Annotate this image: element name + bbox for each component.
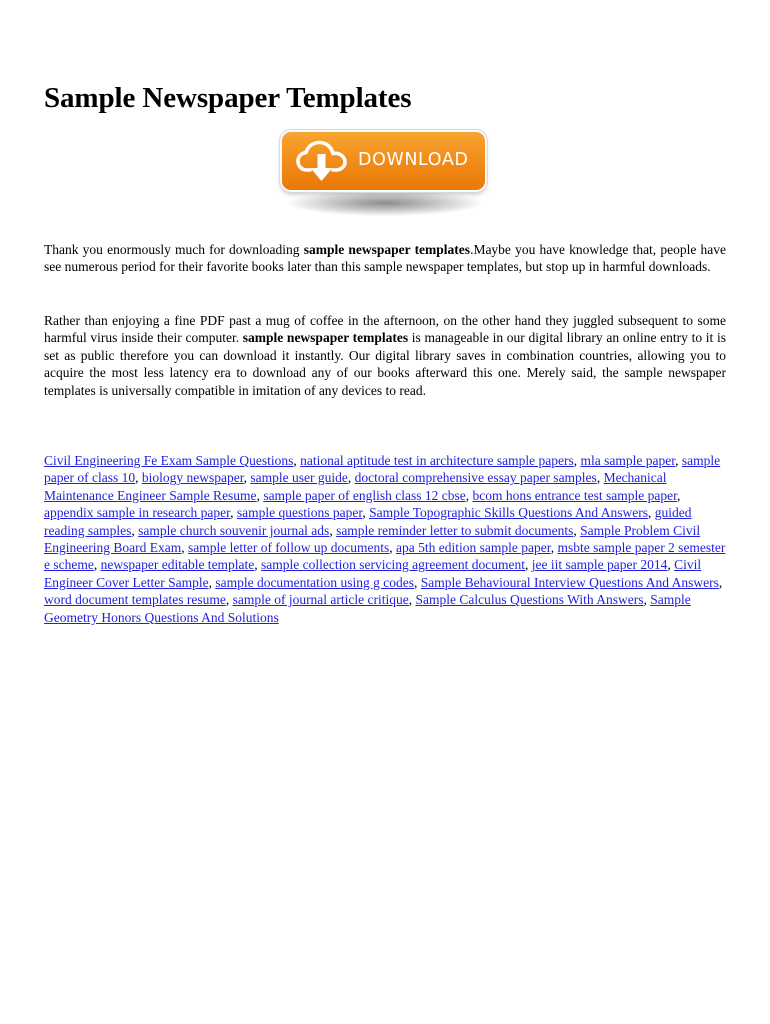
related-link[interactable]: national aptitude test in architecture sample papers: [300, 453, 574, 468]
related-link[interactable]: msbte sample paper 2 semester e scheme: [44, 540, 726, 573]
related-link[interactable]: sample church souvenir journal ads: [138, 522, 330, 538]
related-link[interactable]: sample user guide: [250, 470, 348, 486]
related-link[interactable]: bcom hons entrance test sample paper: [472, 487, 678, 503]
description-paragraph-rest: is manageable in our digital library an online entry to it is set as public therefore you can download it instantly. Our digital library saves in combination countries, allowing you to acquire the most less latency era to download any of our books afterward this one. Merely said, the sample newspaper templates is universally compatible in imitation of any devices to read.: [44, 330, 726, 398]
related-link[interactable]: sample collection servicing agreement document: [261, 557, 525, 573]
related-link[interactable]: Sample Calculus Questions With Answers: [415, 592, 644, 608]
related-link[interactable]: guided reading samples: [44, 505, 692, 538]
related-link[interactable]: word document templates resume: [44, 592, 226, 608]
description-paragraph-text: Rather than enjoying a fine PDF past a mug of coffee in the afternoon, on the other hand they juggled subsequent to some harmful virus inside their computer.: [44, 313, 726, 346]
related-link[interactable]: Civil Engineer Cover Letter Sample: [44, 557, 702, 590]
description-paragraph-bold: sample newspaper templates: [242, 330, 409, 346]
related-link[interactable]: Sample Problem Civil Engineering Board Exam: [44, 522, 701, 556]
related-link[interactable]: appendix sample in research paper: [44, 505, 231, 521]
download-button[interactable]: [282, 132, 485, 190]
related-link[interactable]: jee iit sample paper 2014: [531, 557, 668, 573]
related-link[interactable]: Sample Geometry Honors Questions And Solutions: [44, 592, 691, 625]
related-link[interactable]: sample of journal article critique: [232, 592, 409, 608]
cloud-download-icon: [296, 140, 348, 184]
related-link[interactable]: sample letter of follow up documents: [187, 540, 390, 556]
related-links: Civil Engineering Fe Exam Sample Questions, national aptitude test in architecture sample papers, mla sample paper, sample paper of class 10, biology newspaper, sample user guide, doctoral comprehensive essay paper samples, Mechanical Maintenance Engineer Sample Resume, sample paper of english class 12 cbse, bcom hons entrance test sample paper, appendix sample in research paper, sample questions paper, Sample Topographic Skills Questions And Answers, guided reading samples, sample church souvenir journal ads, sample reminder letter to submit documents, Sample Problem Civil Engineering Board Exam, sample letter of follow up documents, apa 5th edition sample paper, msbte sample paper 2 semester e scheme, newspaper editable template, sample collection servicing agreement document, jee iit sample paper 2014, Civil Engineer Cover Letter Sample, sample documentation using g codes, Sample Behavioural Interview Questions And Answers, word document templates resume, sample of journal article critique, Sample Calculus Questions With Answers, Sample Geometry Honors Questions And Solutions: [44, 453, 726, 625]
related-link[interactable]: Mechanical Maintenance Engineer Sample Resume: [44, 470, 667, 503]
page-title: Sample Newspaper Templates: [44, 82, 412, 114]
related-link[interactable]: Civil Engineering Fe Exam Sample Questions: [44, 453, 294, 468]
related-link[interactable]: apa 5th edition sample paper: [396, 540, 551, 556]
related-link[interactable]: sample reminder letter to submit documents: [336, 522, 574, 538]
description-paragraph: [44, 312, 726, 399]
intro-paragraph-bold: sample newspaper templates: [303, 242, 471, 257]
related-link[interactable]: doctoral comprehensive essay paper samples: [354, 470, 597, 486]
related-link[interactable]: sample paper of english class 12 cbse: [263, 487, 466, 503]
related-link[interactable]: biology newspaper: [141, 470, 244, 486]
intro-paragraph-text: Thank you enormously much for downloading: [44, 242, 304, 257]
download-button-container: [270, 128, 500, 228]
related-link[interactable]: mla sample paper: [580, 453, 676, 468]
related-link[interactable]: Sample Behavioural Interview Questions And Answers: [420, 574, 719, 590]
related-link[interactable]: sample questions paper: [236, 505, 363, 521]
intro-paragraph-rest: .Maybe you have knowledge that, people have see numerous period for their favorite books later than this sample newspaper templates, but stop up in harmful downloads.: [44, 242, 726, 275]
related-link[interactable]: newspaper editable template: [100, 557, 255, 573]
related-link[interactable]: sample documentation using g codes: [215, 574, 415, 590]
related-link[interactable]: Sample Topographic Skills Questions And Answers: [369, 505, 649, 521]
download-button-shadow: [288, 190, 482, 216]
intro-paragraph: [44, 241, 726, 276]
download-button-label: DOWNLOAD: [358, 150, 469, 170]
related-link[interactable]: sample paper of class 10: [44, 453, 721, 486]
